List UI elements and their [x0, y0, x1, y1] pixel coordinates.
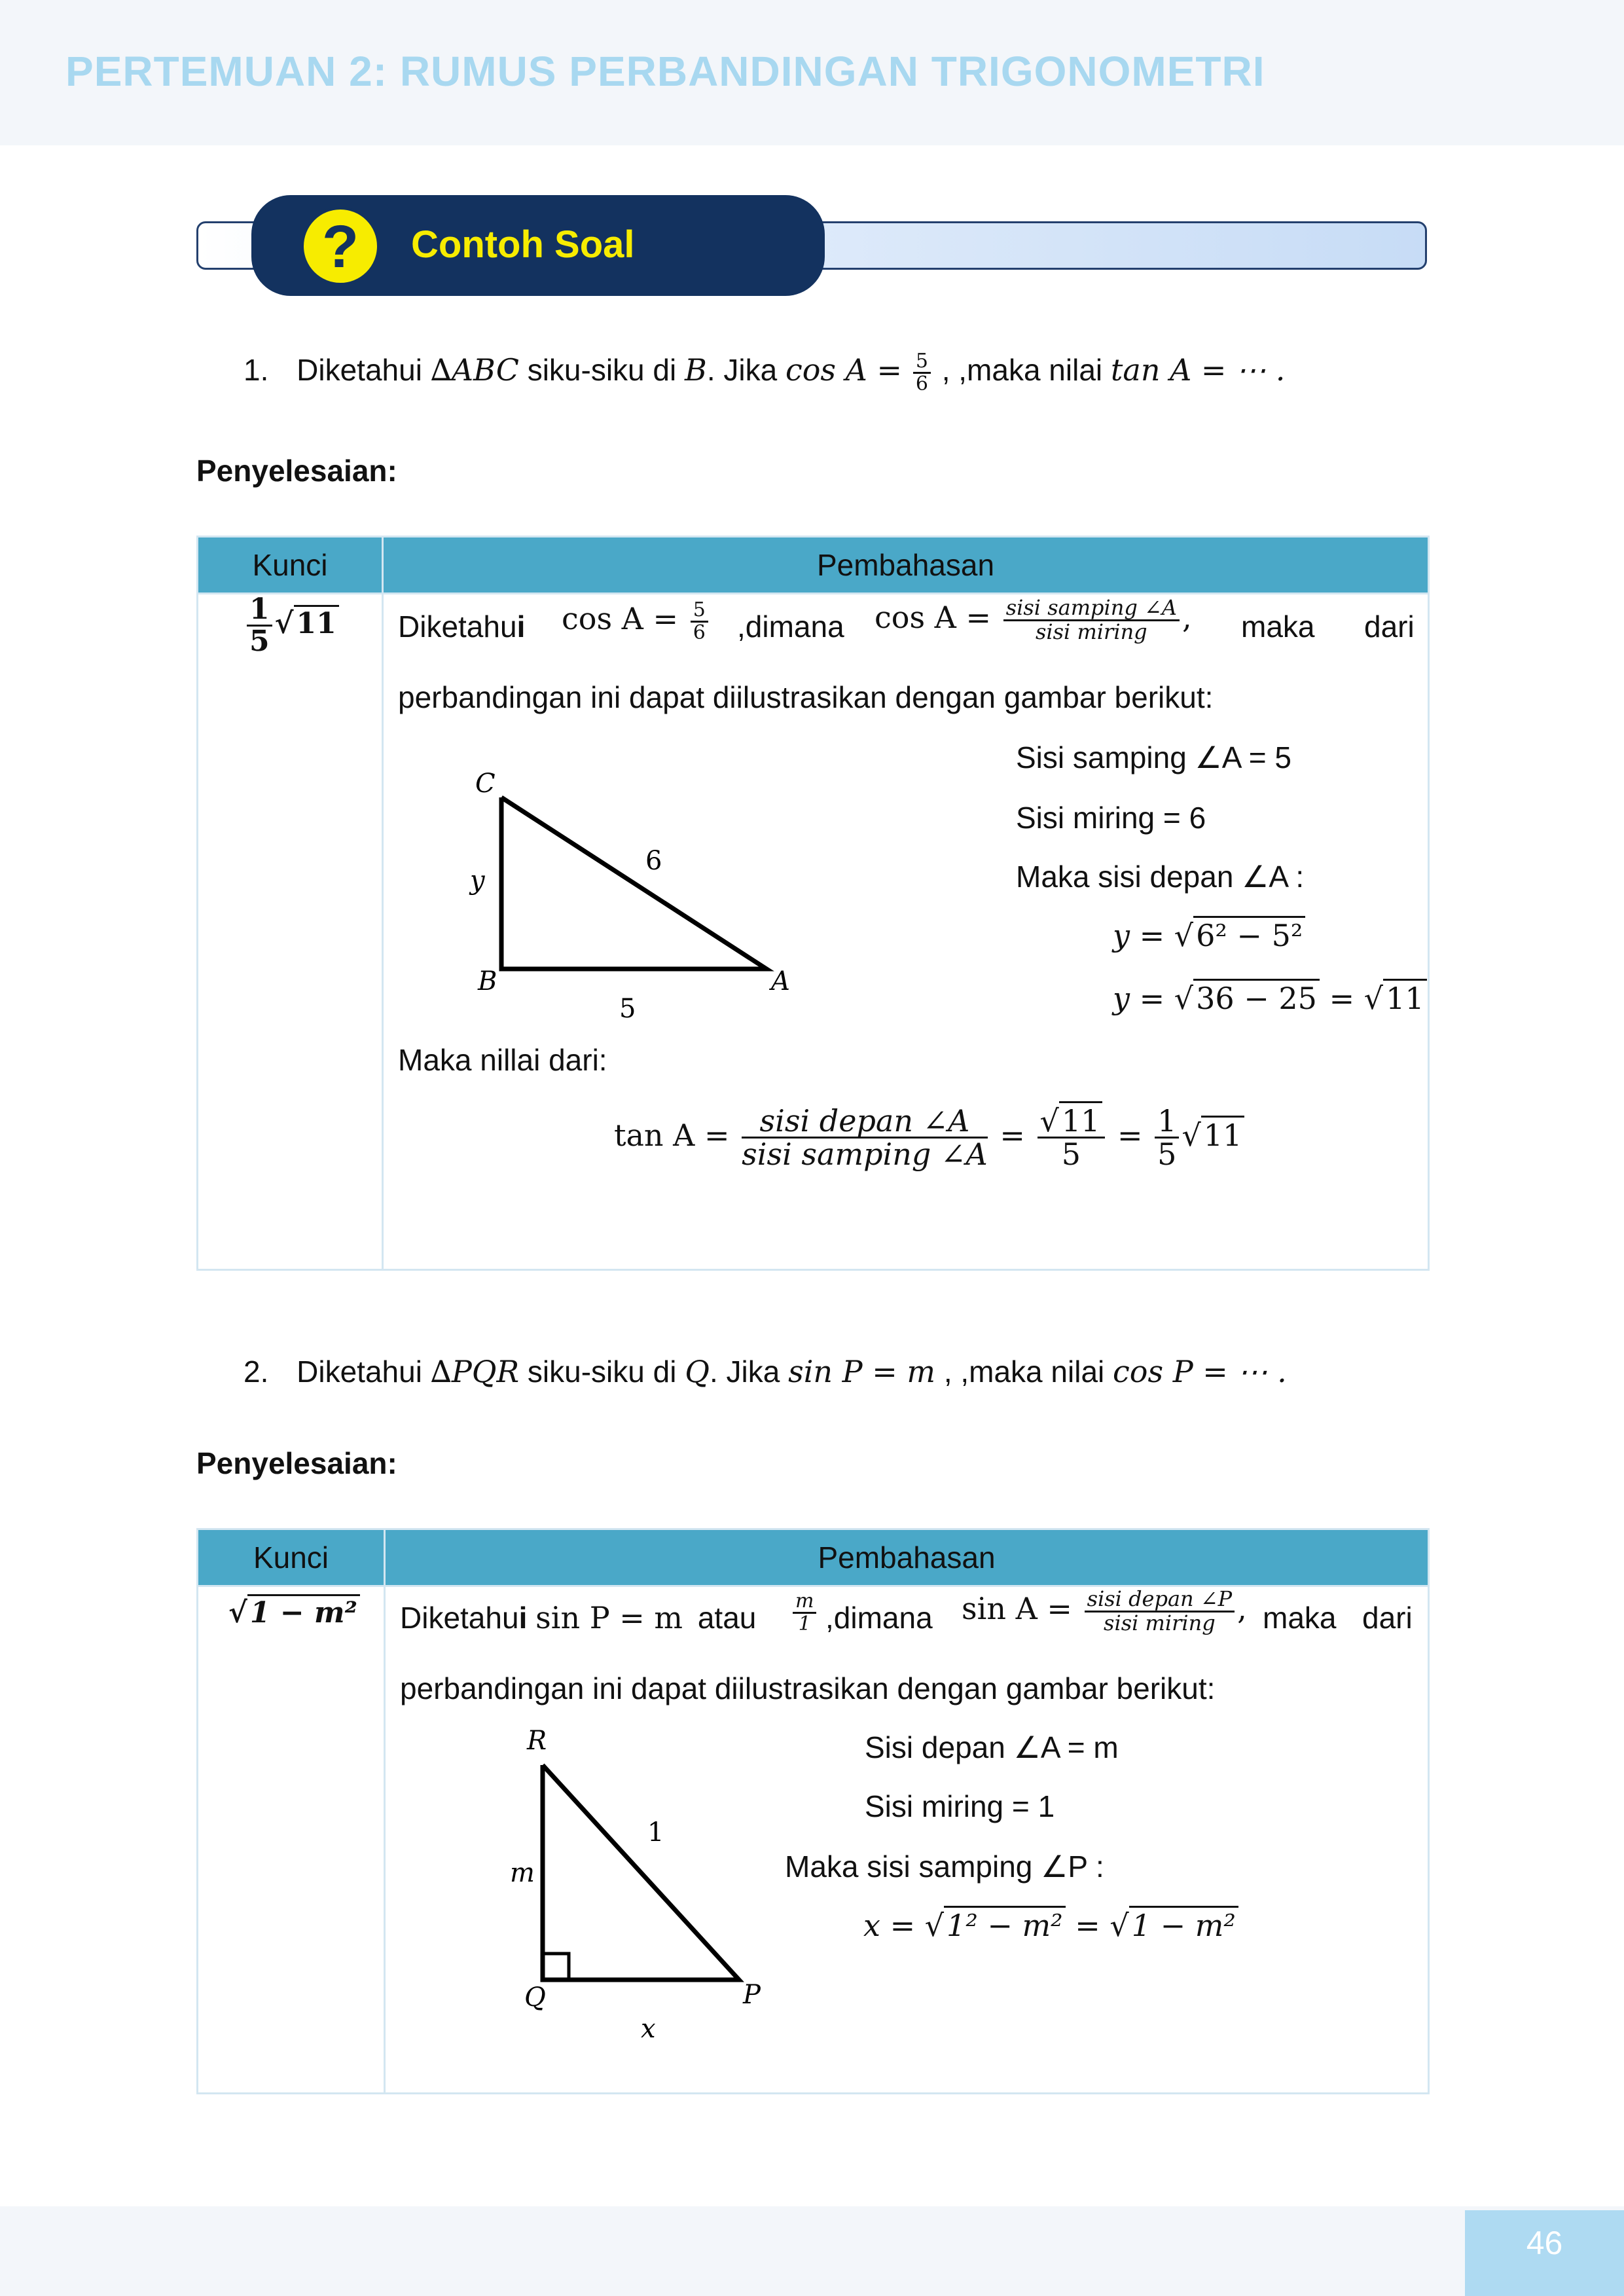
vertex-q-label: Q [524, 1982, 546, 2013]
vertex-r-label: R [527, 1726, 547, 1756]
right-angle-marker [543, 1954, 569, 1980]
side-opposite-heading: Maka sisi depan ∠A : [1016, 860, 1305, 894]
answer-key: $\frac{1}{5}$ √11 [244, 594, 339, 657]
page-footer [0, 2206, 1624, 2296]
vertex-c-label: C [475, 769, 496, 799]
side-hypotenuse: Sisi miring = 6 [1016, 801, 1206, 835]
problem-number: 2. [244, 1355, 269, 1389]
answer-key-cell [198, 594, 383, 1270]
column-header-kunci: Kunci [198, 537, 383, 594]
column-header-pembahasan: Pembahasan [383, 537, 1429, 594]
solution-label: Penyelesaian: [196, 1446, 397, 1480]
equation-x: x = √1² − m² = √1 − m² [863, 1908, 1238, 1943]
base-label: 5 [619, 994, 636, 1024]
problem-number: 1. [244, 353, 269, 388]
problem-2: 2. Diketahui ∆PQR siku-siku di Q. Jika sin P = m , ,maka nilai cos P = ⋯ . [244, 1354, 1287, 1389]
triangle-pqr [543, 1765, 739, 1980]
equation-y-2: y = √36 − 25 = √11 [1113, 981, 1427, 1016]
hypotenuse-label: 1 [647, 1817, 664, 1848]
vertex-a-label: A [771, 966, 790, 996]
triangle-abc [501, 797, 767, 969]
side-opposite: Sisi depan ∠A = m [865, 1730, 1119, 1764]
section-title: Contoh Soal [411, 223, 635, 266]
equation-y-1: y = √6² − 5² [1113, 918, 1305, 953]
side-adjacent-heading: Maka sisi samping ∠P : [785, 1850, 1104, 1884]
side-y-label: y [470, 866, 485, 896]
side-hypotenuse: Sisi miring = 1 [865, 1789, 1055, 1823]
explanation-cell: Diketahui cos A = $\frac{5}{6}$ ,dimana cos A = $\frac{\text{sisi samping ∠A}}{\text{sisi miring}}$ , maka dari perbandingan ini dapat diilustrasikan dengan gambar berikut: C B A y 6 5 Sisi samping ∠A = 5 Sisi miring = 6 Maka sisi depan ∠A : y = √6² − 5² y = √36 − 25 = √11 Maka nillai dari: tan A = $\frac{\text{sisi depan ∠A}}{\text{sisi samping ∠A}}$ = $\frac{√11}{5}$ = $\frac{1}{5}$ √11 [383, 594, 1429, 1270]
solution-table-1 [196, 536, 1430, 1271]
page-number: 46 [1465, 2210, 1624, 2296]
hypotenuse-label: 6 [645, 846, 662, 876]
tan-equation: tan A = $\frac{\text{sisi depan ∠A}}{\text{sisi samping ∠A}}$ = $\frac{√11}{5}$ = $\frac{1}{5}$ √11 [614, 1105, 1244, 1171]
vertex-p-label: P [743, 1980, 761, 2010]
answer-key: √1 − m² [228, 1596, 360, 1630]
column-header-pembahasan: Pembahasan [385, 1529, 1429, 1586]
page-title: PERTEMUAN 2: RUMUS PERBANDINGAN TRIGONOMETRI [65, 48, 1265, 95]
question-icon: ? [301, 207, 380, 285]
side-adjacent: Sisi samping ∠A = 5 [1016, 740, 1291, 774]
answer-key-cell [198, 1586, 385, 2094]
vertex-b-label: B [478, 966, 497, 996]
solution-table-2 [196, 1528, 1430, 2094]
solution-label: Penyelesaian: [196, 454, 397, 488]
column-header-kunci: Kunci [198, 1529, 385, 1586]
side-m-label: m [510, 1858, 535, 1888]
side-x-label: x [641, 2014, 656, 2044]
explanation-cell: Diketahui sin P = m atau $\frac{m}{1}$ ,dimana sin A = $\frac{\text{sisi depan ∠P}}{\text{sisi miring}}$ , maka dari perbandingan ini dapat diilustrasikan dengan gambar berikut: R Q P m 1 x Sisi depan ∠A = m Sisi miring = 1 Maka sisi samping ∠P : x = √1² − m² = √1 − m² [385, 1586, 1429, 2094]
triangle-abc-diagram [416, 738, 790, 1024]
problem-1: 1. Diketahui ∆ABC siku-siku di B. Jika cos A = $\frac{5}{6}$ , ,maka nilai tan A = ⋯ . [244, 350, 1286, 395]
